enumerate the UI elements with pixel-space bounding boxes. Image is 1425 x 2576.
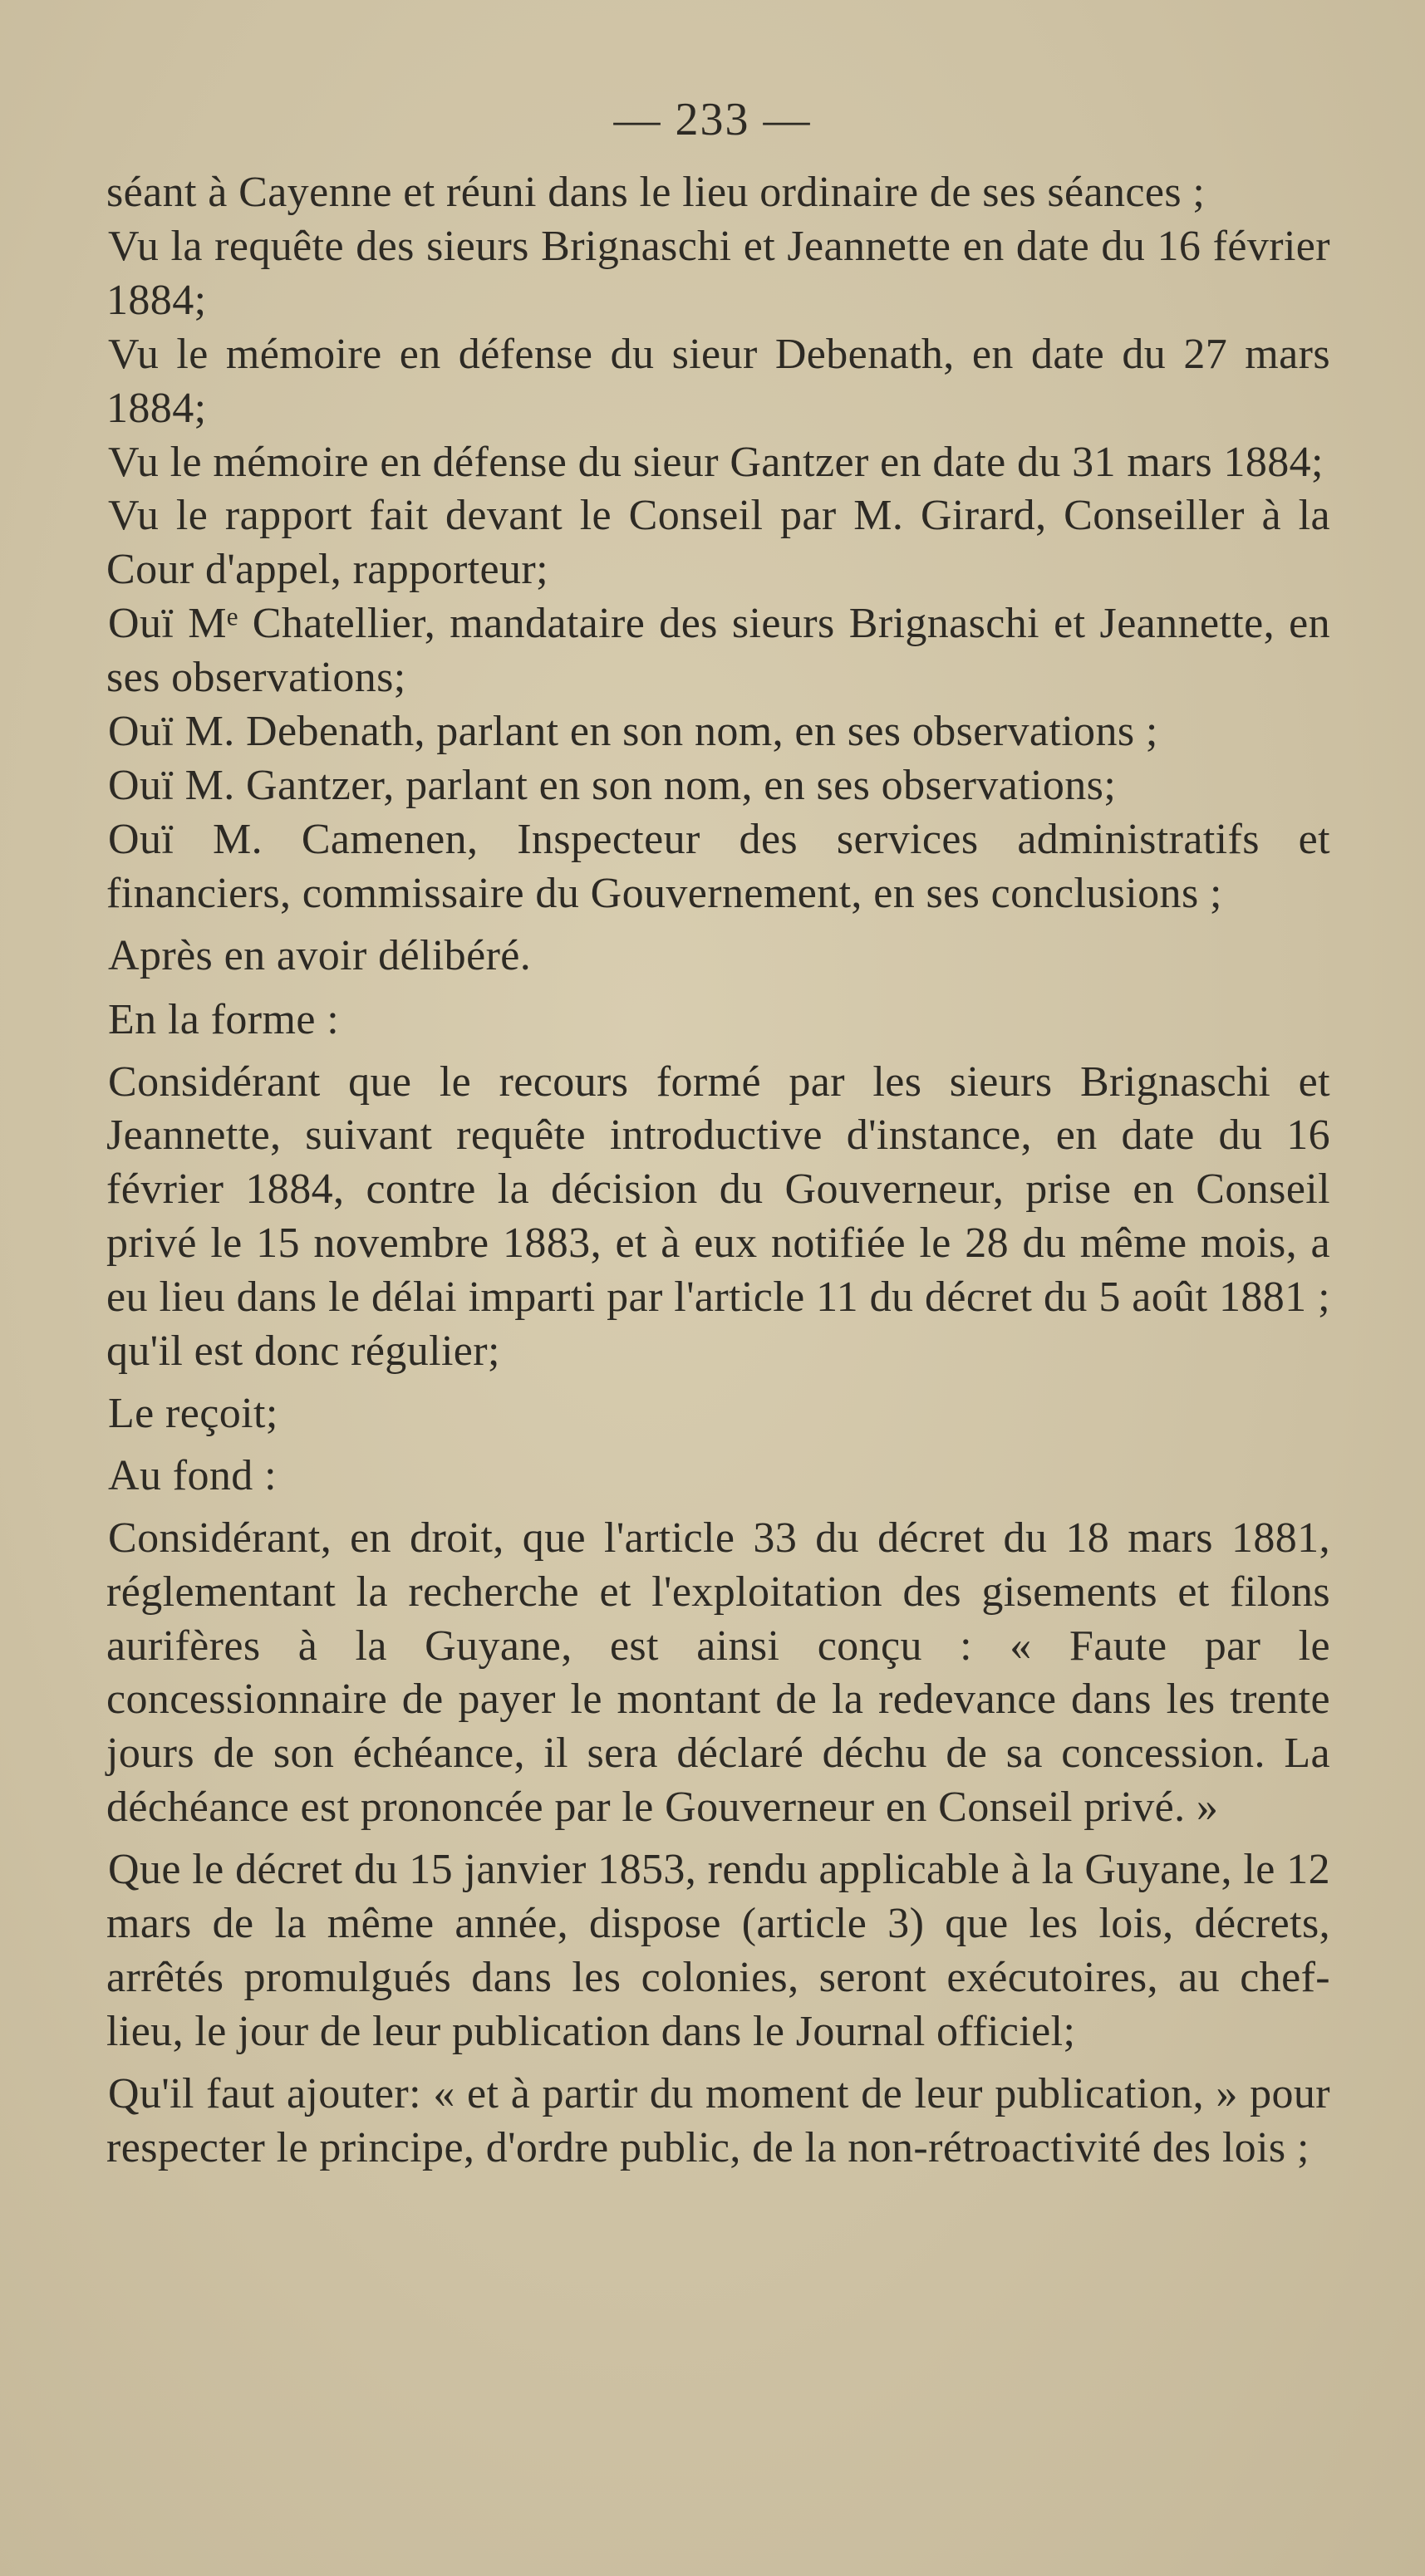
paragraph-requete: Vu la requête des sieurs Brignaschi et Jeannette en date du 16 février 1884; [106,222,1330,324]
paragraph-chatellier: Ouï Mᵉ Chatellier, mandataire des sieurs Brignaschi et Jeannette, en ses observations; [106,600,1330,702]
paragraph-memoire-debenath: Vu le mémoire en défense du sieur Debenath, en date du 27 mars 1884; [106,330,1330,432]
paragraph-decret-1853: Que le décret du 15 janvier 1853, rendu applicable à la Guyane, le 12 mars de la même année, dispose (article 3) que les lois, décrets, arrêtés promulgués dans les colonies, seront exécutoires, au chef-lieu, le jour de leur publication dans le Journal officiel; [106,1846,1330,2055]
paragraph-rapport: Vu le rapport fait devant le Conseil par M. Girard, Conseiller à la Cour d'appel, rapporteur; [106,492,1330,594]
paragraph-camenen: Ouï M. Camenen, Inspecteur des services administratifs et financiers, commissaire du Gouvernement, en ses conclusions ; [106,815,1330,917]
heading-en-la-forme: En la forme : [108,995,340,1043]
paragraph-memoire-gantzer: Vu le mémoire en défense du sieur Gantzer en date du 31 mars 1884; [108,438,1324,486]
document-body [106,166,1330,2176]
paragraph-debenath: Ouï M. Debenath, parlant en son nom, en ses observations ; [108,708,1158,756]
heading-au-fond: Au fond : [108,1451,277,1499]
paragraph-considerant-recours: Considérant que le recours formé par les sieurs Brignaschi et Jeannette, suivant requête introductive d'instance, en date du 16 février 1884, contre la décision du Gouverneur, prise en Conseil privé le 15 novembre 1883, et à eux notifiée le 28 du même mois, a eu lieu dans le délai imparti par l'article 11 du décret du 5 août 1881 ; qu'il est donc régulier; [106,1057,1330,1376]
paragraph-deliberation: Après en avoir délibéré. [108,931,532,979]
paragraph-gantzer: Ouï M. Gantzer, parlant en son nom, en ses observations; [108,761,1117,809]
paragraph-le-recoit: Le reçoit; [108,1389,278,1437]
paragraph-considerant-article-33: Considérant, en droit, que l'article 33 du décret du 18 mars 1881, réglementant la recherche et l'exploitation des gisements et filons aurifères à la Guyane, est ainsi conçu : « Faute par le concessionnaire de payer le montant de la redevance dans les trente jours de son échéance, il sera déclaré déchu de sa concession. La déchéance est prononcée par le Gouverneur en Conseil privé. » [106,1514,1330,1832]
page-number: — 233 — [613,94,812,145]
paragraph-opening: séant à Cayenne et réuni dans le lieu ordinaire de ses séances ; [106,169,1206,216]
paragraph-non-retroactivite: Qu'il faut ajouter: « et à partir du moment de leur publication, » pour respecter le principe, d'ordre public, de la non-rétroactivité des lois ; [106,2069,1330,2171]
